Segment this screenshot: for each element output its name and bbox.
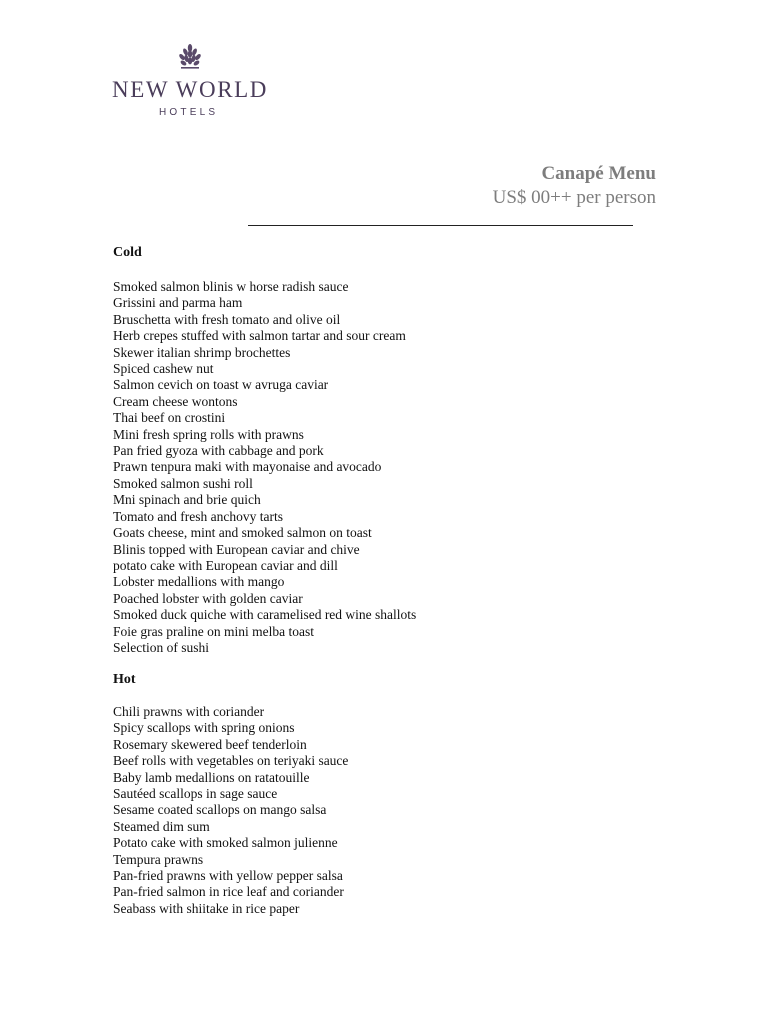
list-item: Foie gras praline on mini melba toast <box>113 623 314 639</box>
list-item: Smoked salmon blinis w horse radish sauce <box>113 279 349 294</box>
list-item: Sautéed scallops in sage sauce <box>113 786 278 802</box>
list-item: potato cake with European caviar and dill <box>113 557 338 573</box>
menu-price: US$ 00++ per person <box>492 187 656 208</box>
list-item: Baby lamb medallions on ratatouille <box>113 769 310 785</box>
list-item: Rosemary skewered beef tenderloin <box>113 736 307 752</box>
list-item: Cream cheese wontons <box>113 393 238 409</box>
list-item: Seabass with shiitake in rice paper <box>113 900 300 916</box>
list-item: Spicy scallops with spring onions <box>113 720 295 736</box>
list-item: Poached lobster with golden caviar <box>113 590 303 606</box>
list-item: Mini fresh spring rolls with prawns <box>113 426 304 442</box>
list-item: Pan-fried salmon in rice leaf and coriander <box>113 884 344 900</box>
list-item: Pan fried gyoza with cabbage and pork <box>113 443 324 459</box>
lotus-emblem-icon <box>175 43 205 73</box>
list-item: Spiced cashew nut <box>113 361 214 377</box>
list-item: Goats cheese, mint and smoked salmon on toast <box>113 525 372 541</box>
section-heading-hot: Hot <box>113 672 136 687</box>
header-divider <box>248 225 633 226</box>
list-item: Grissini and parma ham <box>113 295 243 311</box>
list-item: Smoked duck quiche with caramelised red wine shallots <box>113 607 417 623</box>
list-item: Chili prawns with coriander <box>113 704 265 719</box>
list-item: Tempura prawns <box>113 851 204 867</box>
list-item: Lobster medallions with mango <box>113 574 285 590</box>
list-item: Sesame coated scallops on mango salsa <box>113 802 327 818</box>
brand-subtitle: HOTELS <box>159 107 219 118</box>
hot-items-list <box>113 704 348 917</box>
list-item: Thai beef on crostini <box>113 410 226 426</box>
list-item: Beef rolls with vegetables on teriyaki sauce <box>113 753 349 769</box>
cold-items-list <box>113 279 416 656</box>
menu-title: Canapé Menu <box>541 163 656 184</box>
list-item: Smoked salmon sushi roll <box>113 475 253 491</box>
list-item: Steamed dim sum <box>113 818 210 834</box>
list-item: Mni spinach and brie quich <box>113 492 261 508</box>
list-item: Potato cake with smoked salmon julienne <box>113 835 338 851</box>
list-item: Prawn tenpura maki with mayonaise and avocado <box>113 459 382 475</box>
brand-name: NEW WORLD <box>112 77 269 102</box>
list-item: Pan-fried prawns with yellow pepper salsa <box>113 868 343 884</box>
new-world-hotels-logo <box>109 40 273 130</box>
list-item: Tomato and fresh anchovy tarts <box>113 508 284 524</box>
list-item: Bruschetta with fresh tomato and olive oil <box>113 311 341 327</box>
list-item: Skewer italian shrimp brochettes <box>113 344 291 360</box>
section-heading-cold: Cold <box>113 245 142 260</box>
list-item: Selection of sushi <box>113 639 209 655</box>
list-item: Salmon cevich on toast w avruga caviar <box>113 377 329 393</box>
list-item: Blinis topped with European caviar and chive <box>113 541 360 557</box>
list-item: Herb crepes stuffed with salmon tartar and sour cream <box>113 328 406 344</box>
